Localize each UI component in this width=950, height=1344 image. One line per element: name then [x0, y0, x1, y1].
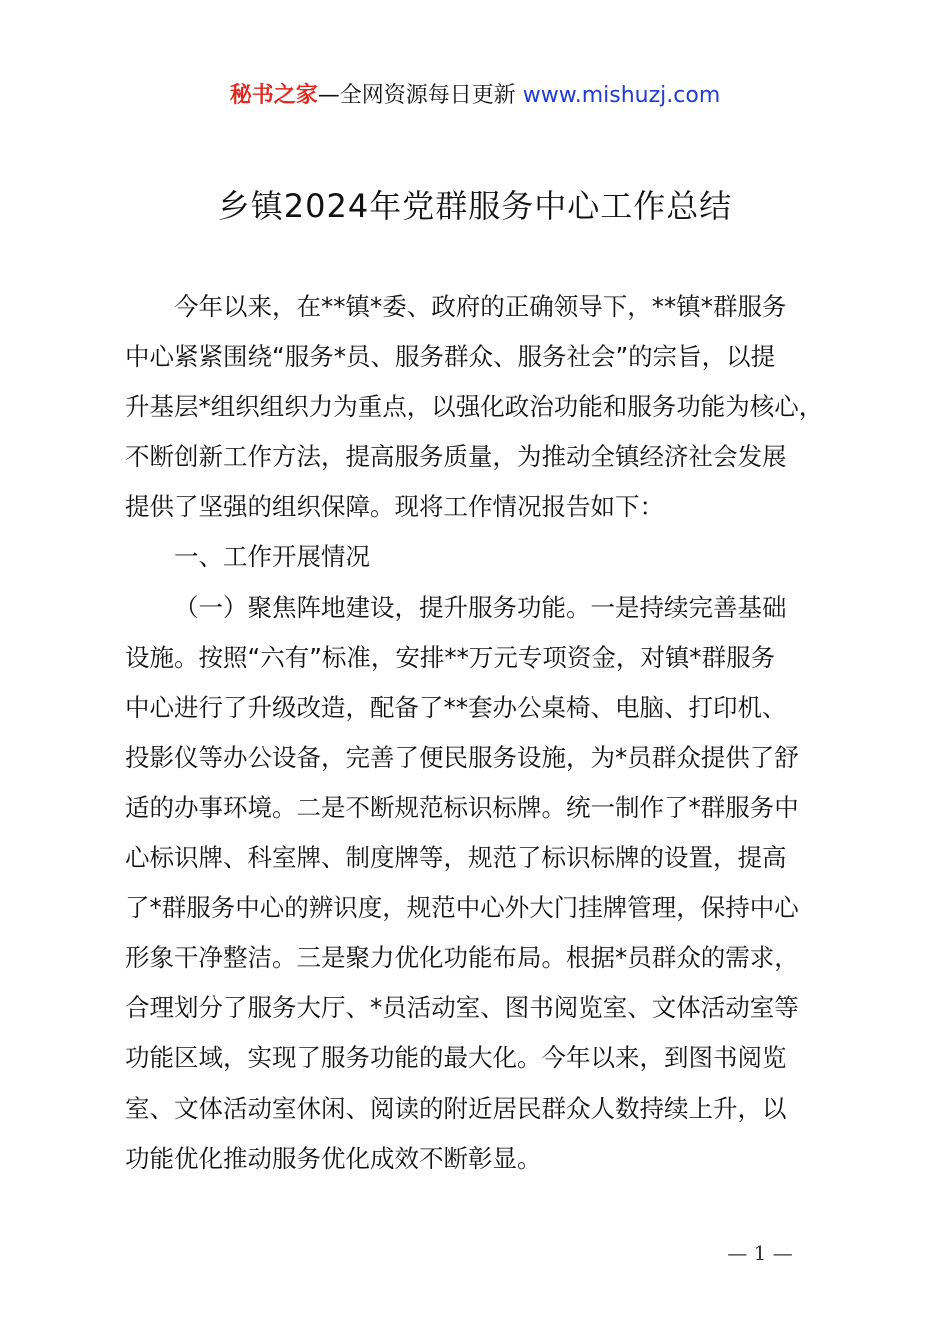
paragraph-line: （一）聚焦阵地建设，提升服务功能。一是持续完善基础 [174, 592, 787, 622]
document-title: 乡镇2024年党群服务中心工作总结 [217, 187, 733, 225]
paragraph-line: 室、文体活动室休闲、阅读的附近居民群众人数持续上升，以 [125, 1093, 787, 1123]
paragraph-line: 中心紧紧围绕“服务*员、服务群众、服务社会”的宗旨，以提 [125, 342, 776, 372]
header-tagline: —全网资源每日更新 [317, 83, 523, 108]
page-number: — 1 — [727, 1241, 793, 1265]
paragraph-line: 心标识牌、科室牌、制度牌等，规范了标识标牌的设置，提高 [125, 843, 787, 873]
paragraph-line: 功能区域，实现了服务功能的最大化。今年以来，到图书阅览 [125, 1043, 787, 1073]
section-heading: 一、工作开展情况 [174, 542, 370, 572]
paragraph-line: 投影仪等办公设备，完善了便民服务设施，为*员群众提供了舒 [125, 742, 799, 772]
paragraph-line: 了*群服务中心的辨识度，规范中心外大门挂牌管理，保持中心 [125, 893, 799, 923]
paragraph-line: 升基层*组织组织力为重点，以强化政治功能和服务功能为核心， [125, 392, 824, 422]
paragraph-line: 中心进行了升级改造，配备了**套办公桌椅、电脑、打印机、 [125, 692, 787, 722]
brand-name: 秘书之家 [229, 83, 318, 108]
paragraph-line: 适的办事环境。二是不断规范标识标牌。统一制作了*群服务中 [125, 792, 799, 822]
paragraph-line: 设施。按照“六有”标准，安排**万元专项资金，对镇*群服务 [125, 642, 776, 672]
site-url-link[interactable]: www.mishuzj.com [522, 83, 721, 108]
paragraph-line: 合理划分了服务大厅、*员活动室、图书阅览室、文体活动室等 [125, 993, 799, 1023]
paragraph-line: 不断创新工作方法，提高服务质量，为推动全镇经济社会发展 [125, 442, 787, 472]
document-body [125, 282, 835, 1184]
site-header [0, 80, 950, 112]
paragraph-line: 提供了坚强的组织保障。现将工作情况报告如下： [125, 492, 664, 522]
paragraph-line: 功能优化推动服务优化成效不断彰显。 [125, 1143, 542, 1173]
paragraph-line: 形象干净整洁。三是聚力优化功能布局。根据*员群众的需求， [125, 943, 799, 973]
paragraph-line: 今年以来，在**镇*委、政府的正确领导下，**镇*群服务 [174, 292, 787, 321]
